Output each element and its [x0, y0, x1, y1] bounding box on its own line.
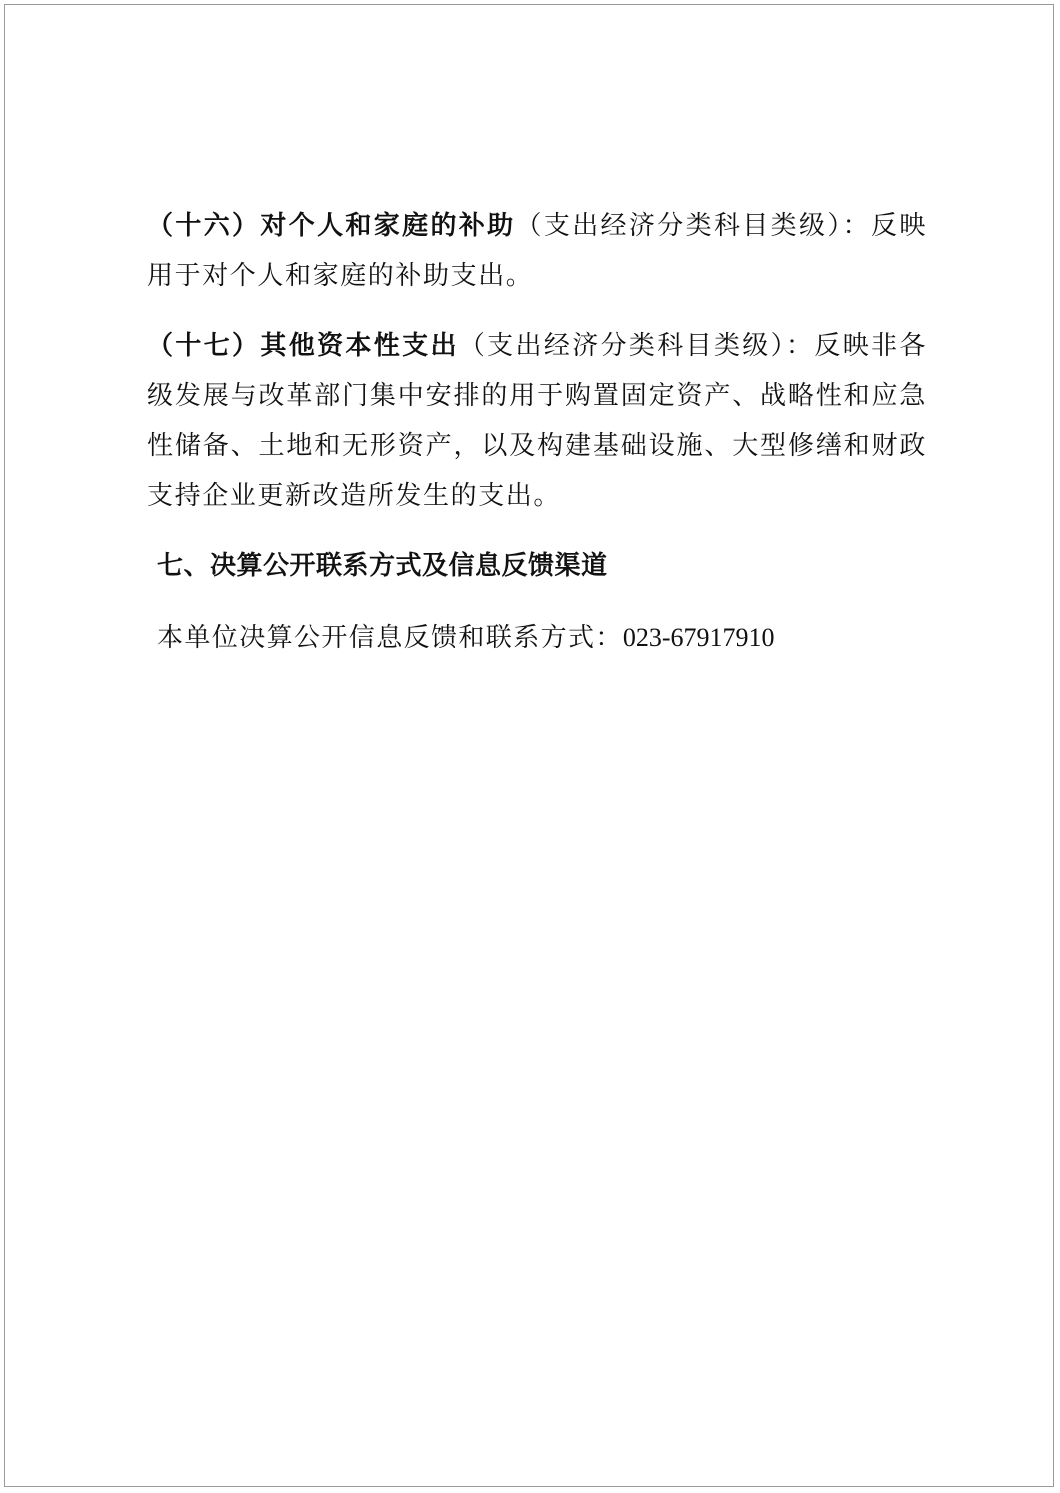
item-17-body: （支出经济分类科目类级）：反映非各级发展与改革部门集中安排的用于购置固定资产、战略性和应急性储备、土地和无形资产，以及构建基础设施、大型修缮和财政支持企业更新改造所发生的支出。 [147, 331, 927, 511]
item-16-body: （支出经济分类科目类级）：反映用于对个人和家庭的补助支出。 [147, 211, 927, 291]
document-page [4, 4, 1054, 1487]
contact-phone: 023-67917910 [622, 623, 775, 652]
item-17-heading: （十七）其他资本性支出 [147, 331, 459, 361]
page-content [147, 201, 927, 663]
section-7-title: 七、决算公开联系方式及信息反馈渠道 [157, 551, 608, 581]
item-16-heading: （十六）对个人和家庭的补助 [147, 211, 516, 241]
item-17-paragraph [147, 321, 927, 521]
item-16-paragraph [147, 201, 927, 301]
contact-label: 本单位决算公开信息反馈和联系方式： [157, 623, 623, 653]
contact-line [147, 613, 927, 663]
